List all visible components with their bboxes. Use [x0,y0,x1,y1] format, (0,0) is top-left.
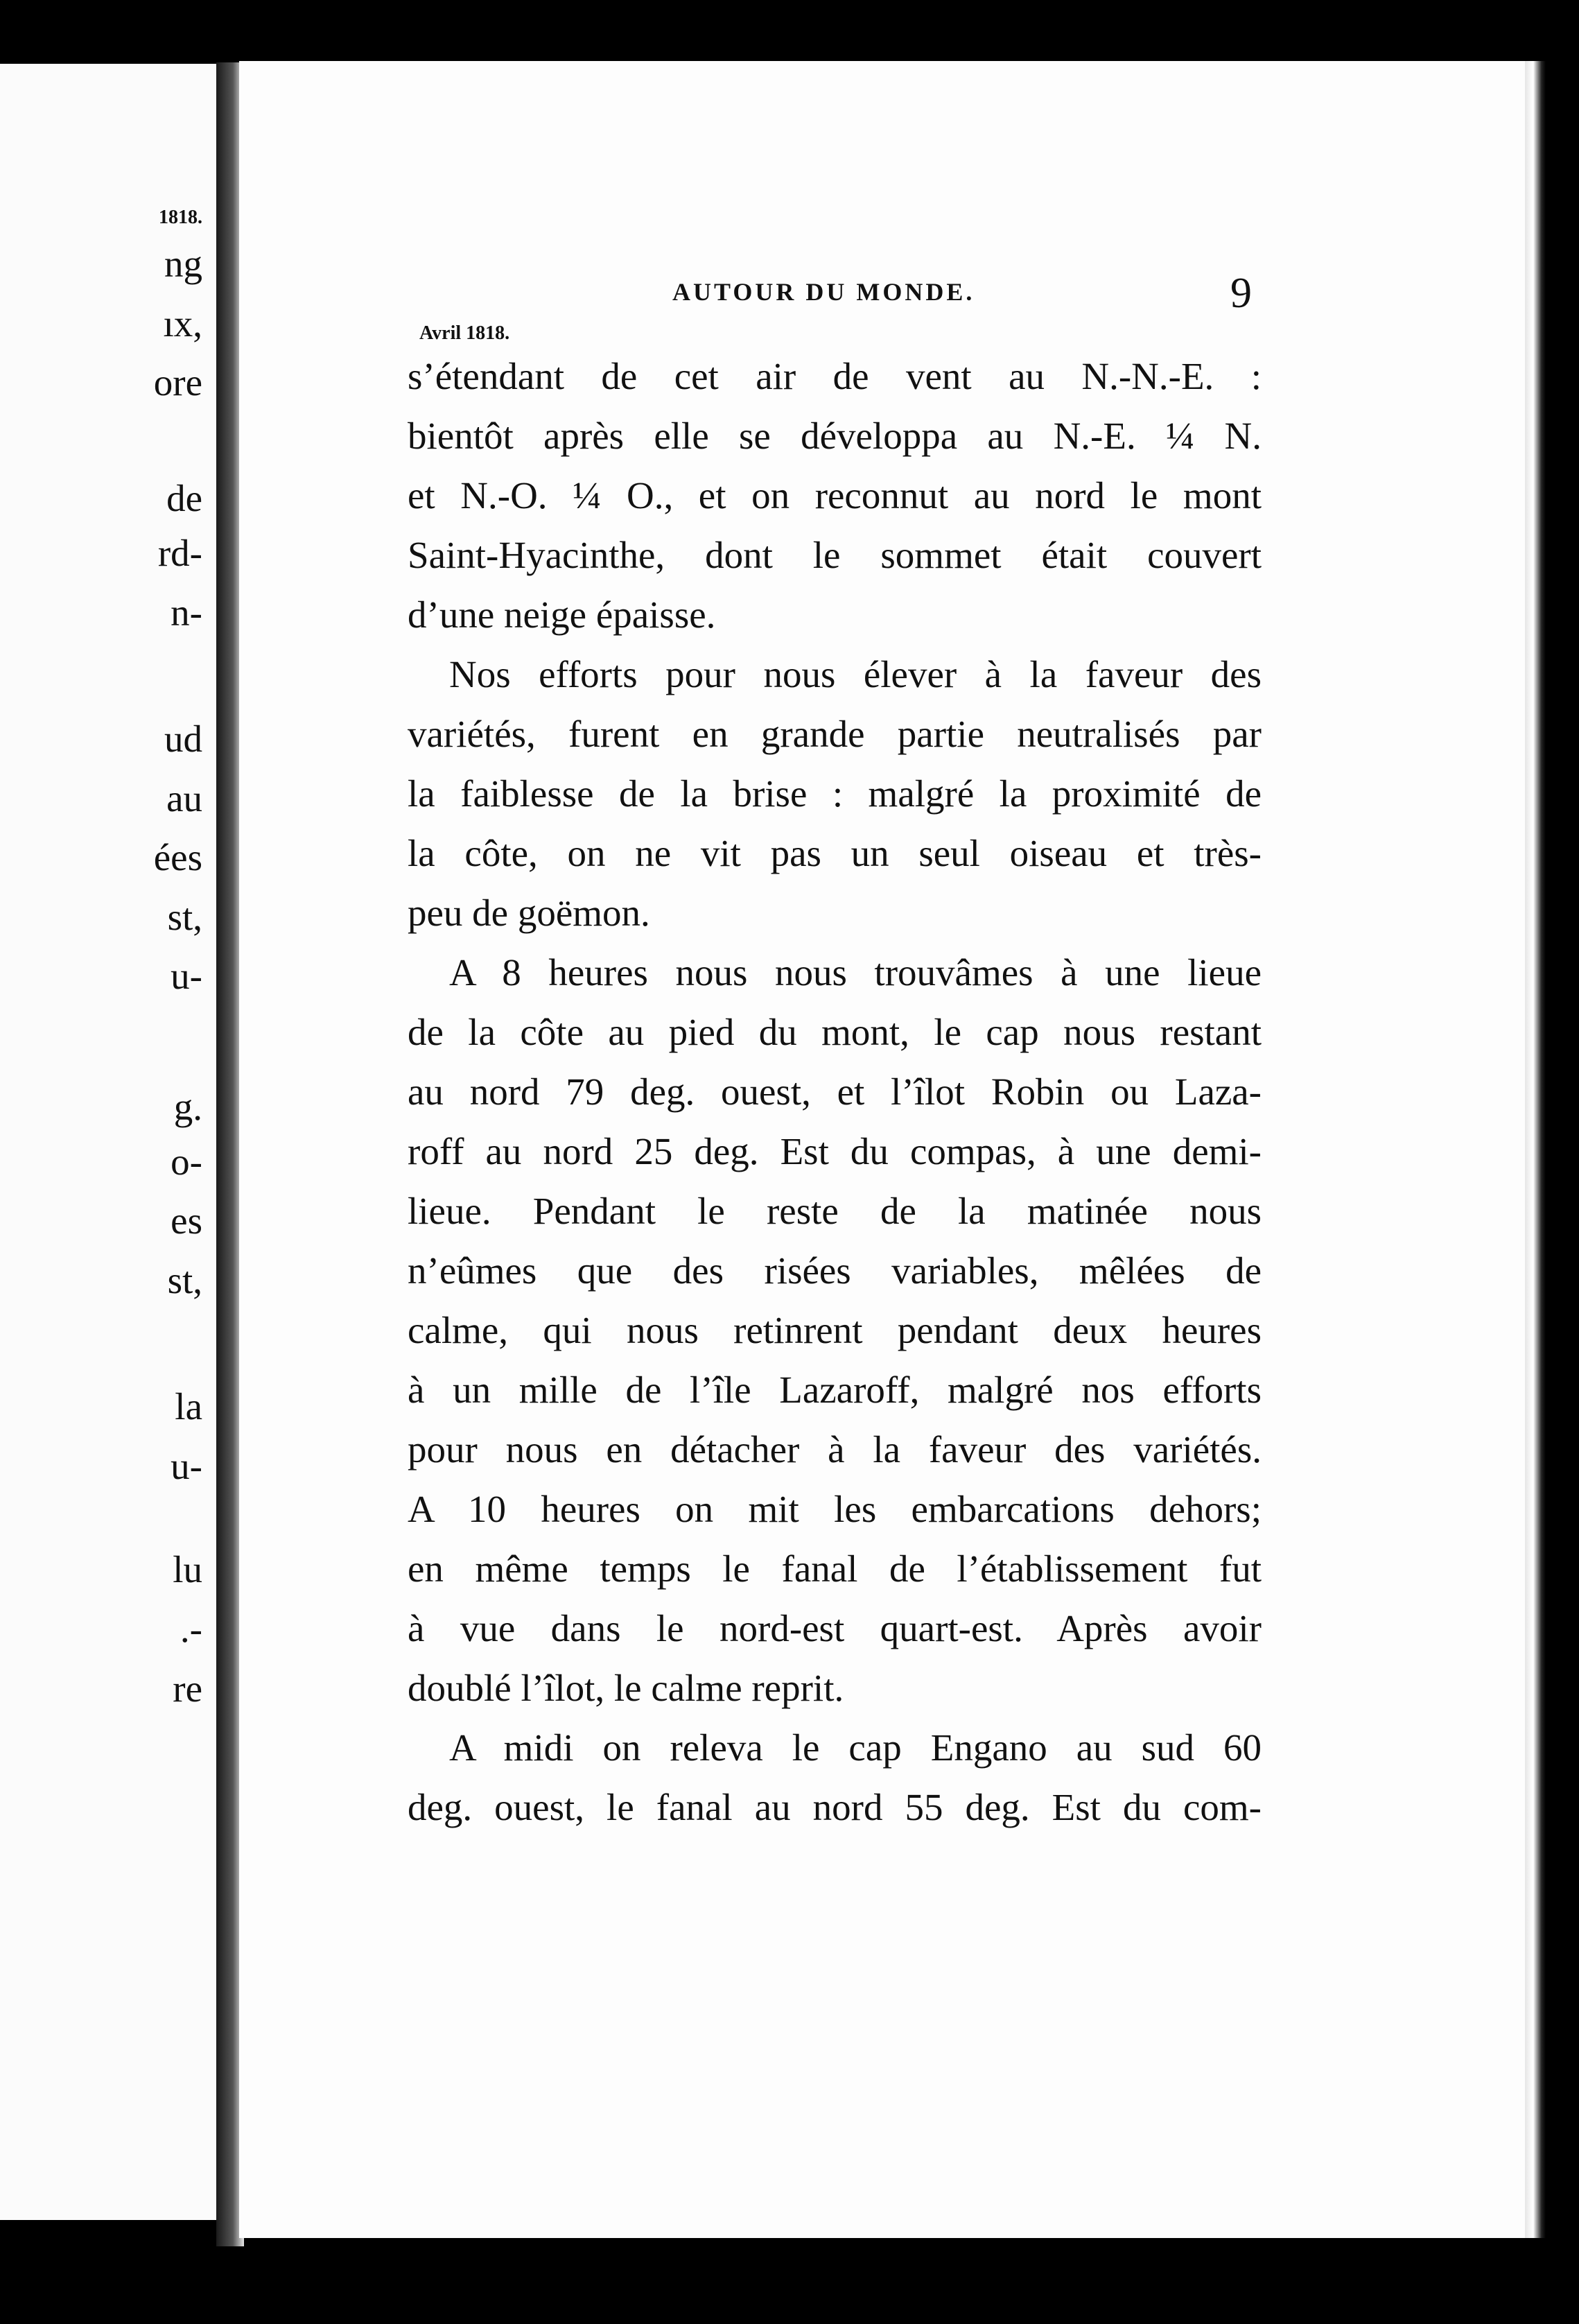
left-page-fragment: la [175,1385,202,1428]
text-line: A midi on releva le cap Engano au sud 60 [449,1726,1262,1769]
text-line: n’eûmes que des risées variables, mêlées de [408,1249,1262,1292]
text-line: de la côte au pied du mont, le cap nous restant [408,1011,1262,1053]
left-page-fragment: lu [173,1548,202,1591]
text-line: la côte, on ne vit pas un seul oiseau et très- [408,832,1262,874]
text-line: roff au nord 25 deg. Est du compas, à une demi- [408,1130,1262,1172]
left-page-fragment: o- [171,1140,202,1183]
text-line: lieue. Pendant le reste de la matinée nous [408,1190,1262,1232]
left-page-fragment: rd- [157,532,202,575]
margin-date-note: Avril 1818. [419,322,510,344]
left-page-strip [0,64,216,2220]
page-number: 9 [1230,270,1252,317]
left-page-fragment: ore [153,361,202,404]
running-title: AUTOUR DU MONDE. [672,278,975,306]
left-page-fragment: st, [167,1259,202,1301]
text-line: à un mille de l’île Lazaroff, malgré nos efforts [408,1369,1262,1411]
left-page-fragment: re [173,1667,202,1710]
text-line: deg. ouest, le fanal au nord 55 deg. Est du com- [408,1786,1262,1828]
text-line: Saint-Hyacinthe, dont le sommet était couvert [408,534,1262,576]
text-line: A 10 heures on mit les embarcations dehors; [408,1488,1262,1530]
left-page-fragment: au [166,777,202,820]
left-page-fragment: ées [153,836,202,879]
left-page-fragment: g. [173,1085,202,1128]
text-line: variétés, furent en grande partie neutralisés par [408,713,1262,755]
text-line: à vue dans le nord-est quart-est. Après avoir [408,1607,1262,1649]
left-page-fragment: es [171,1199,202,1242]
left-page-fragment: 1818. [159,206,202,228]
text-line: A 8 heures nous nous trouvâmes à une lieue [449,951,1262,994]
text-line: doublé l’îlot, le calme reprit. [408,1667,844,1709]
text-line: la faiblesse de la brise : malgré la proximité de [408,772,1262,815]
text-line: et N.-O. ¼ O., et on reconnut au nord le mont [408,474,1262,517]
text-line: d’une neige épaisse. [408,593,716,636]
left-page-fragment: ıx, [163,302,202,345]
body-text [408,347,1262,1837]
left-page-fragment: de [166,477,202,520]
text-line: au nord 79 deg. ouest, et l’îlot Robin ou Laza- [408,1070,1262,1113]
text-line: Nos efforts pour nous élever à la faveur des [449,653,1262,695]
left-page-fragment: n- [171,591,202,634]
left-page-fragment: u- [171,955,202,998]
left-page-fragment: ng [164,243,202,286]
text-line: en même temps le fanal de l’établissement fut [408,1547,1262,1590]
text-line: pour nous en détacher à la faveur des variétés. [408,1428,1262,1471]
left-page-fragment: .- [180,1607,202,1650]
page-edge [1525,61,1546,2238]
text-line: peu de goëmon. [408,892,650,934]
left-page-fragment: st, [167,895,202,938]
text-line: calme, qui nous retinrent pendant deux heures [408,1309,1262,1351]
text-line: s’étendant de cet air de vent au N.-N.-E. : [408,355,1262,397]
left-page-fragment: ud [164,717,202,760]
left-page-fragment: u- [171,1444,202,1487]
text-line: bientôt après elle se développa au N.-E. ¼ N. [408,415,1262,457]
